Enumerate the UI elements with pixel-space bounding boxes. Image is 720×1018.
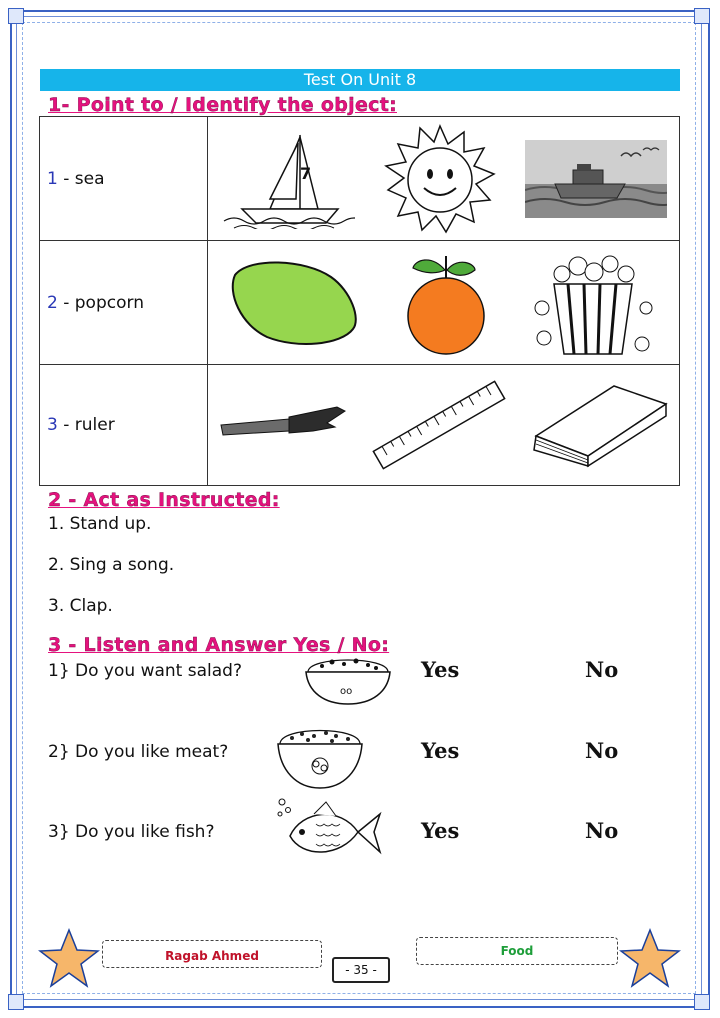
page-number: - 35 -	[332, 957, 390, 983]
section-1-heading: 1- Point to / Identify the object:	[48, 94, 397, 116]
yes-option[interactable]: Yes	[421, 818, 460, 843]
question-text: 1} Do you want salad?	[48, 661, 242, 681]
row-word: - sea	[57, 168, 105, 189]
corner-ornament	[8, 8, 24, 24]
table-row	[40, 241, 680, 365]
no-option[interactable]: No	[585, 738, 619, 763]
fish-icon	[274, 796, 384, 866]
knife-icon[interactable]	[217, 395, 352, 455]
section-2-heading: 2 - Act as Instructed:	[48, 489, 280, 511]
rice-meat-bowl-icon	[274, 724, 366, 790]
corner-ornament	[8, 994, 24, 1010]
svg-text:oo: oo	[340, 686, 353, 697]
sailboat-icon[interactable]	[220, 129, 355, 229]
lime-icon[interactable]	[227, 253, 362, 353]
corner-ornament	[694, 8, 710, 24]
book-icon[interactable]	[526, 380, 671, 470]
identify-table	[39, 116, 680, 486]
yes-option[interactable]: Yes	[421, 657, 460, 682]
word-cell	[40, 117, 208, 241]
word-cell	[40, 365, 208, 486]
star-icon	[38, 928, 100, 988]
corner-ornament	[694, 994, 710, 1010]
table-row	[40, 365, 680, 486]
instruction-item: 1. Stand up.	[48, 514, 152, 534]
no-option[interactable]: No	[585, 657, 619, 682]
row-number: 1	[47, 168, 58, 189]
motorboat-at-sea-icon[interactable]	[525, 140, 667, 218]
picture-cell	[208, 365, 680, 486]
word-cell	[40, 241, 208, 365]
row-word: - popcorn	[57, 292, 144, 313]
instruction-item: 3. Clap.	[48, 596, 113, 616]
row-number: 2	[47, 292, 58, 313]
picture-cell	[208, 117, 680, 241]
row-word: - ruler	[57, 415, 115, 435]
no-option[interactable]: No	[585, 818, 619, 843]
question-text: 2} Do you like meat?	[48, 742, 229, 762]
table-row	[40, 117, 680, 241]
section-3-heading: 3 - Listen and Answer Yes / No:	[48, 634, 390, 656]
picture-cell	[208, 241, 680, 365]
instruction-item: 2. Sing a song.	[48, 555, 175, 575]
sun-icon[interactable]	[380, 124, 500, 234]
row-number: 3	[47, 415, 58, 435]
ruler-icon[interactable]	[369, 375, 509, 475]
orange-icon[interactable]	[401, 248, 491, 358]
star-icon	[619, 928, 681, 988]
yes-option[interactable]: Yes	[421, 738, 460, 763]
svg-text:7: 7	[300, 163, 312, 183]
popcorn-icon[interactable]	[530, 248, 660, 358]
topic-label: Food	[416, 937, 618, 965]
salad-bowl-icon	[302, 648, 394, 706]
author-label: Ragab Ahmed	[102, 940, 322, 968]
question-text: 3} Do you like fish?	[48, 822, 215, 842]
test-title: Test On Unit 8	[40, 69, 680, 91]
